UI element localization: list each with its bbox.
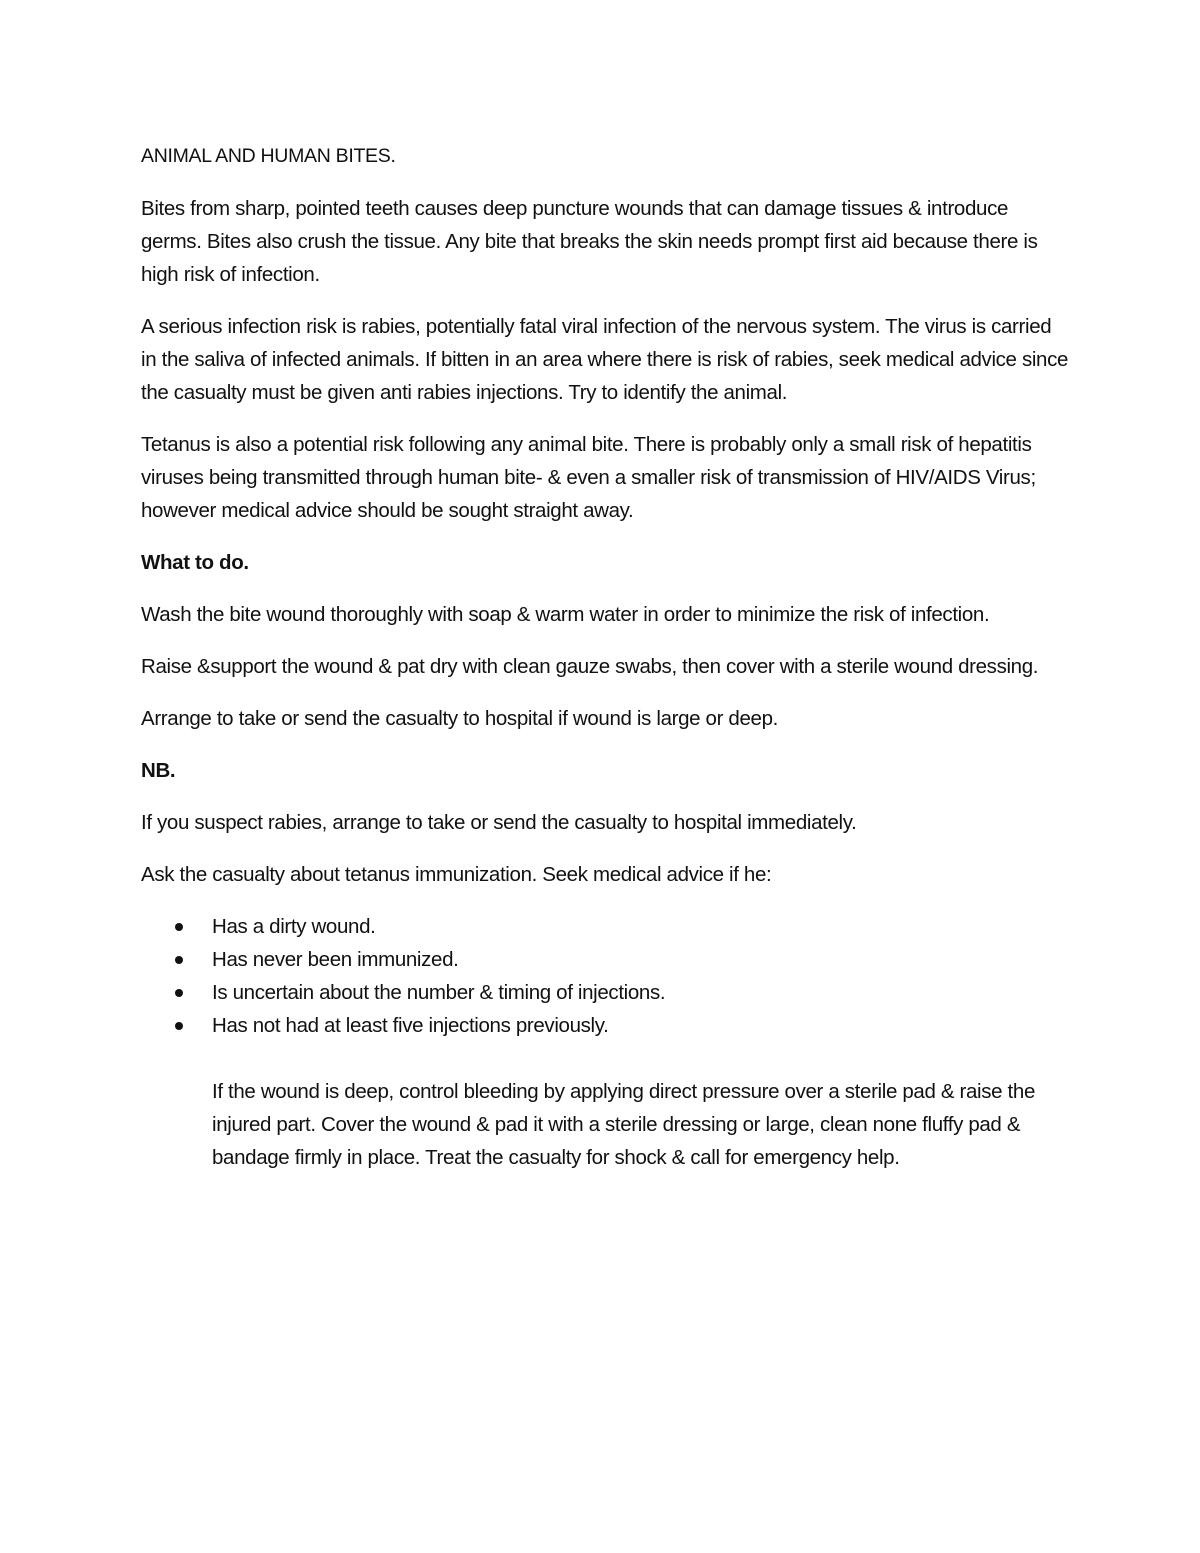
list-item (141, 976, 1071, 1009)
instruction-wash: Wash the bite wound thoroughly with soap & warm water in order to minimize the risk of infection. (141, 603, 990, 626)
bullet-icon (175, 956, 183, 964)
bullet-icon (175, 1022, 183, 1030)
list-item (141, 910, 1071, 943)
bullet-icon (175, 923, 183, 931)
list-item-text: Has not had at least five injections previously. (212, 1014, 609, 1037)
document-title: ANIMAL AND HUMAN BITES. (141, 145, 396, 167)
list-item-text: Is uncertain about the number & timing of injections. (212, 981, 666, 1004)
instruction-hospital: Arrange to take or send the casualty to hospital if wound is large or deep. (141, 707, 778, 730)
instruction-raise-support: Raise &support the wound & pat dry with clean gauze swabs, then cover with a sterile wound dressing. (141, 655, 1039, 678)
nb-paragraph-tetanus: Ask the casualty about tetanus immunization. Seek medical advice if he: (141, 863, 772, 886)
tetanus-criteria-list (141, 910, 1071, 1042)
bullet-icon (175, 989, 183, 997)
list-item-text: Has a dirty wound. (212, 915, 376, 938)
list-item (141, 1009, 1071, 1042)
nb-paragraph-rabies: If you suspect rabies, arrange to take or send the casualty to hospital immediately. (141, 811, 857, 834)
intro-paragraph-tetanus: Tetanus is also a potential risk following any animal bite. There is probably only a small risk of hepatitis viruses being transmitted through human bite- & even a smaller risk of transmission of HIV/AIDS Virus; however medical advice should be sought straight away. (141, 433, 1036, 522)
intro-paragraph-rabies: A serious infection risk is rabies, potentially fatal viral infection of the nervous system. The virus is carried in the saliva of infected animals. If bitten in an area where there is risk of rabies, seek medical advice since the casualty must be given anti rabies injections. Try to identify the animal. (141, 315, 1069, 404)
list-item (141, 943, 1071, 976)
list-item-text: Has never been immunized. (212, 948, 459, 971)
closing-paragraph: If the wound is deep, control bleeding by applying direct pressure over a sterile pad & raise the injured part. Cover the wound & pad it with a sterile dressing or large, clean none fluffy pad & bandage firmly in place. Treat the casualty for shock & call for emergency help. (212, 1080, 1035, 1169)
document-body (141, 140, 1071, 1174)
intro-paragraph-bites: Bites from sharp, pointed teeth causes deep puncture wounds that can damage tissues & introduce germs. Bites also crush the tissue. Any bite that breaks the skin needs prompt first aid because there is high risk of infection. (141, 197, 1038, 286)
nb-heading: NB. (141, 759, 176, 782)
what-to-do-heading: What to do. (141, 551, 249, 574)
